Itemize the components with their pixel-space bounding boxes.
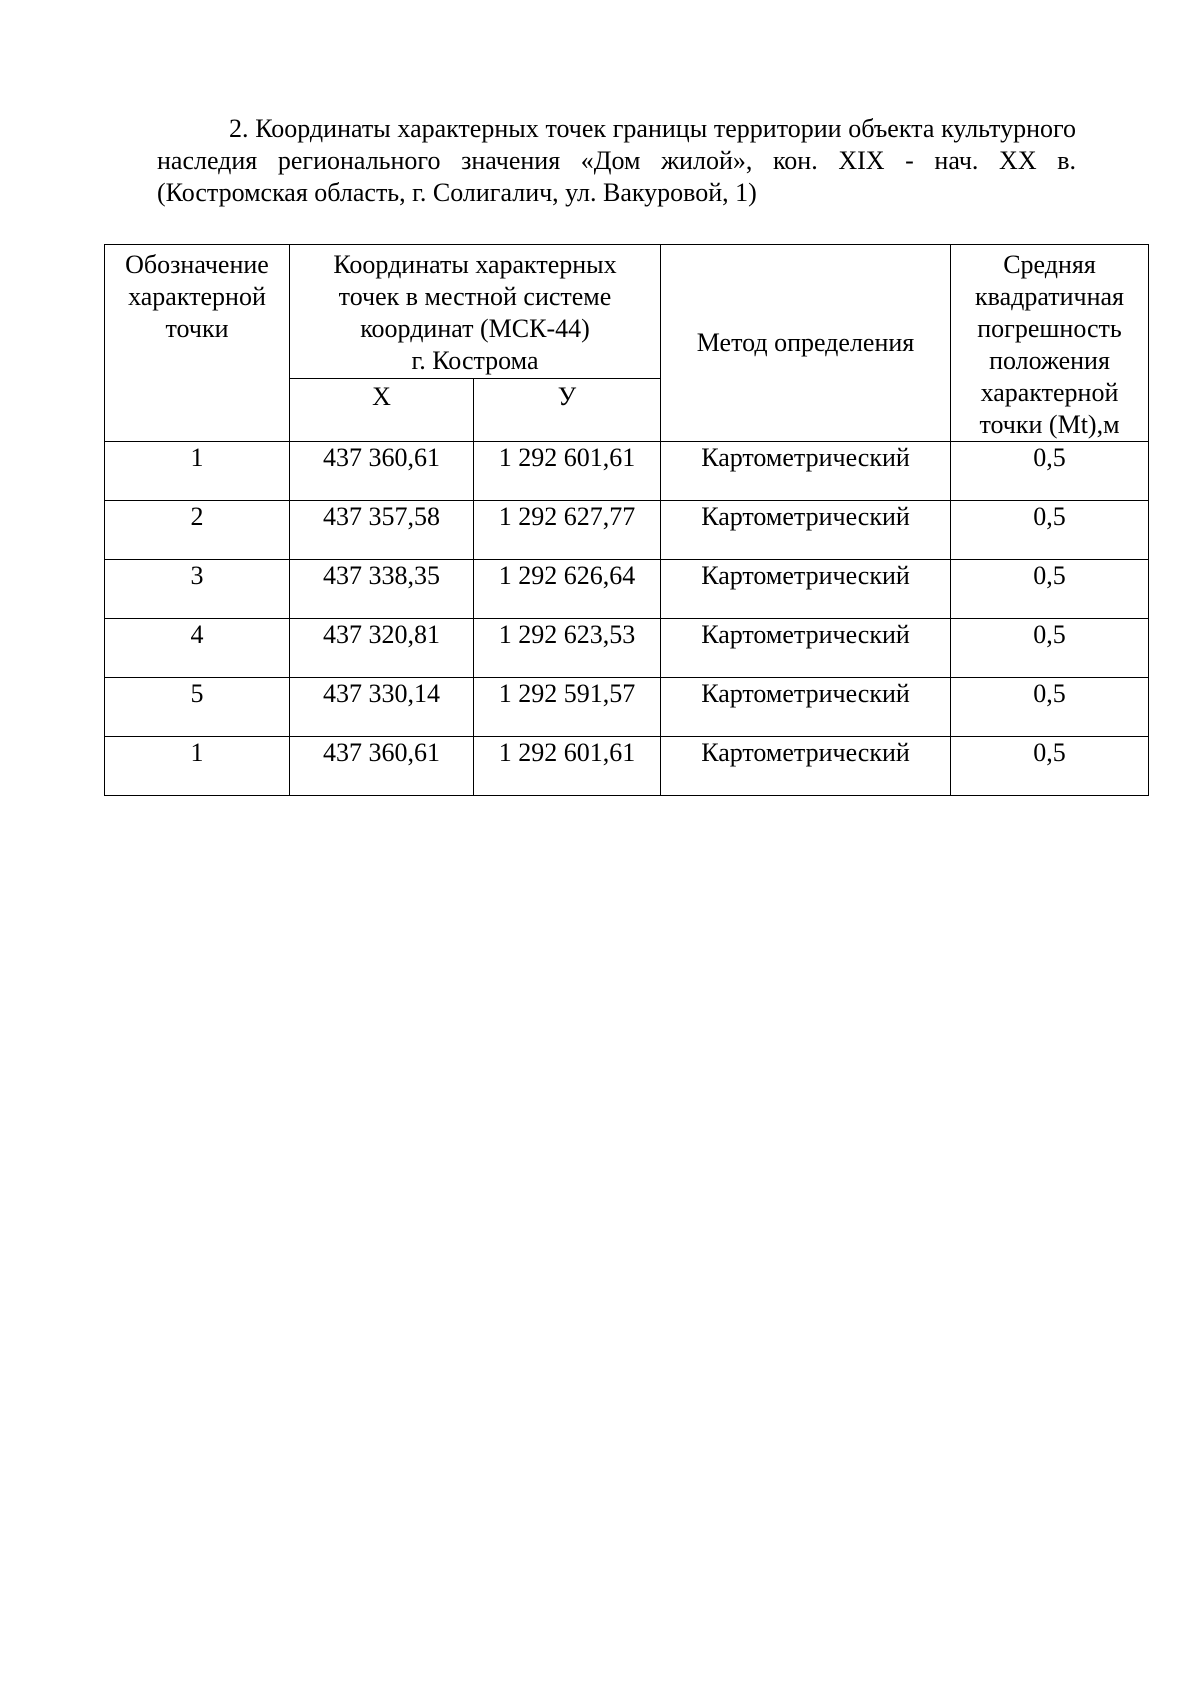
cell-y: 1 292 601,61 bbox=[474, 737, 661, 796]
cell-y: 1 292 623,53 bbox=[474, 619, 661, 678]
cell-point: 4 bbox=[105, 619, 290, 678]
cell-y: 1 292 601,61 bbox=[474, 442, 661, 501]
cell-method: Картометрический bbox=[661, 678, 951, 737]
cell-method: Картометрический bbox=[661, 560, 951, 619]
table-row bbox=[105, 501, 1149, 560]
table-header bbox=[105, 245, 1149, 442]
cell-method: Картометрический bbox=[661, 501, 951, 560]
cell-error: 0,5 bbox=[951, 737, 1149, 796]
cell-point: 1 bbox=[105, 737, 290, 796]
table-row bbox=[105, 619, 1149, 678]
header-x: X bbox=[290, 379, 474, 442]
table-body bbox=[105, 442, 1149, 796]
table-row bbox=[105, 442, 1149, 501]
cell-point: 3 bbox=[105, 560, 290, 619]
cell-error: 0,5 bbox=[951, 560, 1149, 619]
cell-y: 1 292 627,77 bbox=[474, 501, 661, 560]
table-row bbox=[105, 560, 1149, 619]
cell-method: Картометрический bbox=[661, 737, 951, 796]
header-mean-error: Средняя квадратичная погрешность положения характерной точки (Mt),м bbox=[951, 245, 1149, 442]
table-row bbox=[105, 678, 1149, 737]
cell-error: 0,5 bbox=[951, 619, 1149, 678]
cell-error: 0,5 bbox=[951, 442, 1149, 501]
cell-x: 437 357,58 bbox=[290, 501, 474, 560]
cell-error: 0,5 bbox=[951, 678, 1149, 737]
header-method: Метод определения bbox=[661, 245, 951, 442]
cell-method: Картометрический bbox=[661, 619, 951, 678]
cell-error: 0,5 bbox=[951, 501, 1149, 560]
cell-y: 1 292 591,57 bbox=[474, 678, 661, 737]
cell-method: Картометрический bbox=[661, 442, 951, 501]
cell-point: 2 bbox=[105, 501, 290, 560]
header-point-designation: Обозначение характерной точки bbox=[105, 245, 290, 442]
cell-x: 437 360,61 bbox=[290, 737, 474, 796]
cell-x: 437 320,81 bbox=[290, 619, 474, 678]
cell-x: 437 330,14 bbox=[290, 678, 474, 737]
document-heading: 2. Координаты характерных точек границы территории объекта культурного наследия регионального значения «Дом жилой», кон. XIX - нач. XX в. (Костромская область, г. Солигалич, ул. Вакуровой, 1) bbox=[157, 114, 1076, 207]
cell-x: 437 338,35 bbox=[290, 560, 474, 619]
cell-x: 437 360,61 bbox=[290, 442, 474, 501]
header-coordinates: Координаты характерных точек в местной системе координат (МСК-44) г. Кострома bbox=[290, 245, 661, 379]
cell-point: 1 bbox=[105, 442, 290, 501]
cell-point: 5 bbox=[105, 678, 290, 737]
coordinates-table bbox=[104, 244, 1149, 796]
header-y: У bbox=[474, 379, 661, 442]
cell-y: 1 292 626,64 bbox=[474, 560, 661, 619]
table-row bbox=[105, 737, 1149, 796]
